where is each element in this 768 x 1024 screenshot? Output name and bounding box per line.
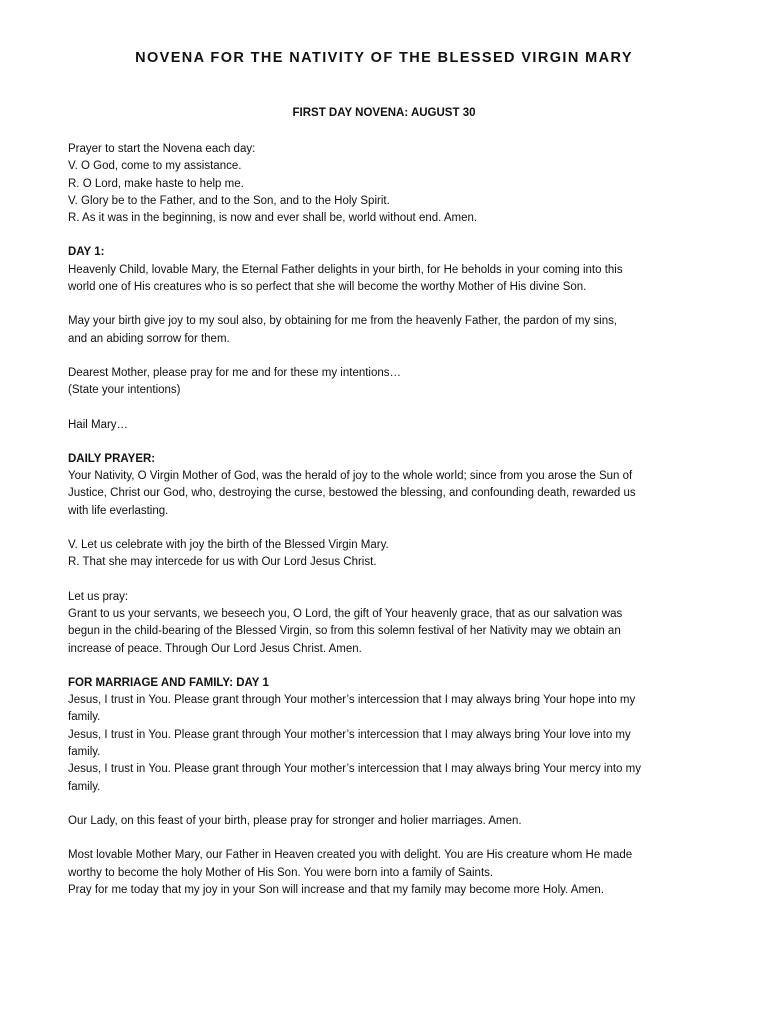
marriage-family-section (68, 675, 708, 796)
daily-prayer-line: Your Nativity, O Virgin Mother of God, was the herald of joy to the whole world; since from you arose the Sun of (68, 470, 633, 483)
daily-prayer-section (68, 451, 708, 520)
closing-line: Pray for me today that my joy in your Son will increase and that my family may become more Holy. Amen. (68, 883, 605, 896)
intentions-paragraph (68, 365, 708, 400)
document-title: NOVENA FOR THE NATIVITY OF THE BLESSED VIRGIN MARY (135, 50, 633, 66)
versicle-line: V. Let us celebrate with joy the birth of the Blessed Virgin Mary. (68, 539, 389, 552)
closing-line: Most lovable Mother Mary, our Father in Heaven created you with delight. You are His creature whom He made (68, 849, 633, 862)
intentions-line: Dearest Mother, please pray for me and for these my intentions… (68, 366, 402, 379)
intentions-note: (State your intentions) (68, 384, 181, 397)
day-1-section (68, 244, 708, 296)
day-1-text-line: world one of His creatures who is so perfect that she will become the worthy Mother of His divine Son. (68, 281, 587, 294)
birth-joy-paragraph (68, 313, 708, 348)
daily-prayer-line: Justice, Christ our God, who, destroying the curse, bestowed the blessing, and confounding death, rewarded us (68, 487, 636, 500)
let-us-pray-heading: Let us pray: (68, 590, 129, 603)
daily-prayer-heading: DAILY PRAYER: (68, 452, 156, 465)
let-us-pray-line: increase of peace. Through Our Lord Jesus Christ. Amen. (68, 642, 362, 655)
closing-paragraph (68, 847, 708, 899)
opening-versicle-line: V. Glory be to the Father, and to the Son, and to the Holy Spirit. (68, 194, 390, 207)
our-lady-paragraph (68, 813, 708, 830)
marriage-family-line: Jesus, I trust in You. Please grant through Your mother’s intercession that I may always bring Your mercy into my (68, 763, 641, 776)
birth-joy-line: May your birth give joy to my soul also, by obtaining for me from the heavenly Father, the pardon of my sins, (68, 315, 618, 328)
opening-response-line: R. As it was in the beginning, is now and ever shall be, world without end. Amen. (68, 212, 478, 225)
document-subtitle: FIRST DAY NOVENA: AUGUST 30 (292, 107, 476, 119)
birth-joy-line: and an abiding sorrow for them. (68, 332, 230, 345)
marriage-family-line: Jesus, I trust in You. Please grant through Your mother’s intercession that I may always bring Your love into my (68, 728, 631, 741)
document-body (68, 141, 708, 899)
hail-mary-paragraph (68, 417, 708, 434)
opening-response-line: R. O Lord, make haste to help me. (68, 177, 244, 190)
let-us-pray-line: Grant to us your servants, we beseech you, O Lord, the gift of Your heavenly grace, that as our salvation was (68, 607, 623, 620)
closing-line: worthy to become the holy Mother of His Son. You were born into a family of Saints. (68, 866, 494, 879)
response-line: R. That she may intercede for us with Our Lord Jesus Christ. (68, 556, 377, 569)
let-us-pray-line: begun in the child-bearing of the Blessed Virgin, so from this solemn festival of her Nativity may we obtain an (68, 625, 621, 638)
marriage-family-heading: FOR MARRIAGE AND FAMILY: DAY 1 (68, 676, 269, 689)
day-1-text-line: Heavenly Child, lovable Mary, the Eternal Father delights in your birth, for He beholds in your coming into this (68, 263, 623, 276)
our-lady-line: Our Lady, on this feast of your birth, please pray for stronger and holier marriages. Amen. (68, 814, 522, 827)
opening-prayer-section (68, 141, 708, 227)
marriage-family-line: family. (68, 780, 101, 793)
day-1-heading: DAY 1: (68, 246, 105, 259)
marriage-family-line: Jesus, I trust in You. Please grant through Your mother’s intercession that I may always bring Your hope into my (68, 694, 636, 707)
daily-prayer-line: with life everlasting. (68, 504, 169, 517)
marriage-family-line: family. (68, 746, 101, 759)
opening-versicle-line: V. O God, come to my assistance. (68, 160, 242, 173)
opening-prayer-heading: Prayer to start the Novena each day: (68, 143, 256, 155)
hail-mary-text: Hail Mary… (68, 418, 129, 431)
let-us-pray-section (68, 589, 708, 658)
marriage-family-line: family. (68, 711, 101, 724)
versicle-paragraph (68, 537, 708, 572)
